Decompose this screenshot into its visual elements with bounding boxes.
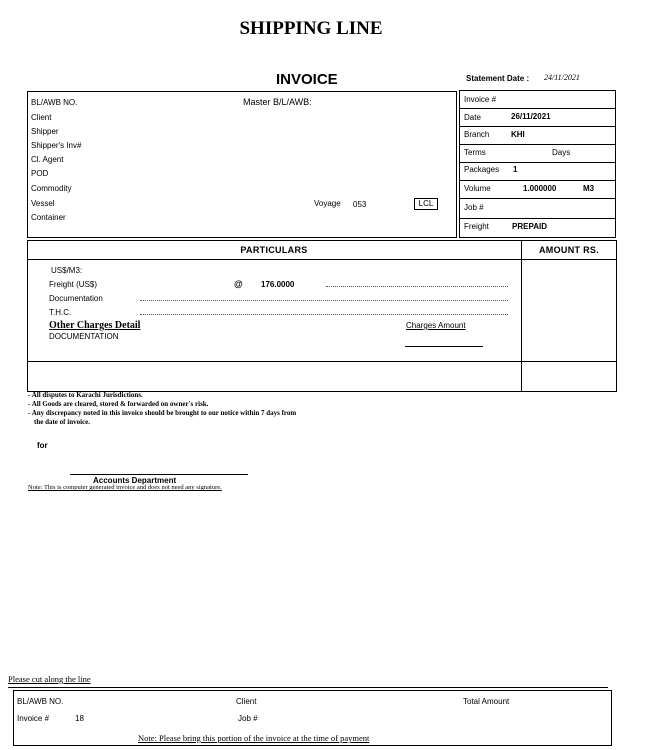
- company-name: SHIPPING LINE: [239, 18, 383, 39]
- slip-client-label: Client: [236, 697, 257, 706]
- particulars-table: [27, 240, 617, 392]
- currency-label: US$/M3:: [51, 266, 83, 275]
- packages-value: 1: [513, 165, 518, 174]
- freight-dotted-line: [326, 286, 508, 287]
- lcl-badge: LCL: [414, 198, 438, 210]
- slip-invoice-value: 18: [75, 714, 84, 723]
- terms-line-1: - All disputes to Karachi Jurisdictions.: [28, 391, 143, 399]
- invoice-title: INVOICE: [276, 71, 338, 88]
- pod-label: POD: [31, 169, 49, 178]
- terms-line-4: the date of invoice.: [34, 418, 90, 426]
- bl-awb-label: BL/AWB NO.: [31, 98, 78, 107]
- freight-usd-label: Freight (US$): [49, 280, 98, 289]
- shipper-label: Shipper: [31, 127, 59, 136]
- shipment-info-box: [27, 91, 457, 238]
- shipper-inv-label: Shipper's Inv#: [31, 141, 82, 150]
- charges-amount-label: Charges Amount: [406, 321, 466, 330]
- amount-header: AMOUNT RS.: [539, 245, 599, 255]
- branch-label: Branch: [464, 130, 490, 139]
- other-charges-title: Other Charges Detail: [49, 320, 141, 331]
- for-label: for: [37, 441, 48, 450]
- accounts-department: Accounts Department: [93, 476, 177, 485]
- packages-label: Packages: [464, 165, 500, 174]
- charges-total-line: [405, 346, 483, 347]
- date-label: Date: [464, 113, 481, 122]
- cut-line-label: Please cut along the line: [8, 674, 91, 684]
- slip-total-amount-label: Total Amount: [463, 697, 510, 706]
- job-label: Job #: [464, 203, 484, 212]
- other-charge-item: DOCUMENTATION: [49, 332, 119, 341]
- invoice-number-label: Invoice #: [464, 95, 497, 104]
- slip-note: Note: Please bring this portion of the invoice at the time of payment: [138, 733, 370, 743]
- thc-dotted-line: [140, 314, 508, 315]
- signature-line: [70, 474, 248, 475]
- volume-value: 1.000000: [523, 184, 557, 193]
- terms-label: Terms: [464, 148, 486, 157]
- commodity-label: Commodity: [31, 184, 72, 193]
- documentation-label: Documentation: [49, 294, 103, 303]
- documentation-dotted-line: [140, 300, 508, 301]
- cut-line: [8, 687, 608, 688]
- terms-line-3: - Any discrepancy noted in this invoice should be brought to our notice within 7 days from: [28, 409, 297, 417]
- volume-label: Volume: [464, 184, 491, 193]
- vessel-label: Vessel: [31, 199, 55, 208]
- slip-bl-awb-label: BL/AWB NO.: [17, 697, 64, 706]
- at-symbol: @: [234, 279, 243, 289]
- terms-line-2: - All Goods are cleared, stored & forwarded on owner's risk.: [28, 400, 209, 408]
- client-label: Client: [31, 113, 52, 122]
- particulars-header: PARTICULARS: [240, 245, 308, 255]
- container-label: Container: [31, 213, 66, 222]
- cl-agent-label: Cl. Agent: [31, 155, 64, 164]
- volume-unit: M3: [583, 184, 595, 193]
- branch-value: KHI: [511, 130, 525, 139]
- freight-rate-value: 176.0000: [261, 280, 295, 289]
- thc-label: T.H.C.: [49, 308, 72, 317]
- statement-date-value: 24/11/2021: [544, 73, 580, 82]
- statement-date-label: Statement Date :: [466, 74, 530, 83]
- signature-note: Note: This is computer generated invoice and does not need any signature.: [28, 484, 222, 491]
- slip-invoice-label: Invoice #: [17, 714, 50, 723]
- master-bl-label: Master B/L/AWB:: [243, 97, 312, 107]
- date-value: 26/11/2021: [511, 112, 551, 121]
- terms-block: [28, 391, 296, 427]
- voyage-label: Voyage: [314, 199, 341, 208]
- freight-label: Freight: [464, 222, 489, 231]
- freight-value: PREPAID: [512, 222, 547, 231]
- terms-unit: Days: [552, 148, 571, 157]
- voyage-value: 053: [353, 200, 367, 209]
- slip-job-label: Job #: [238, 714, 258, 723]
